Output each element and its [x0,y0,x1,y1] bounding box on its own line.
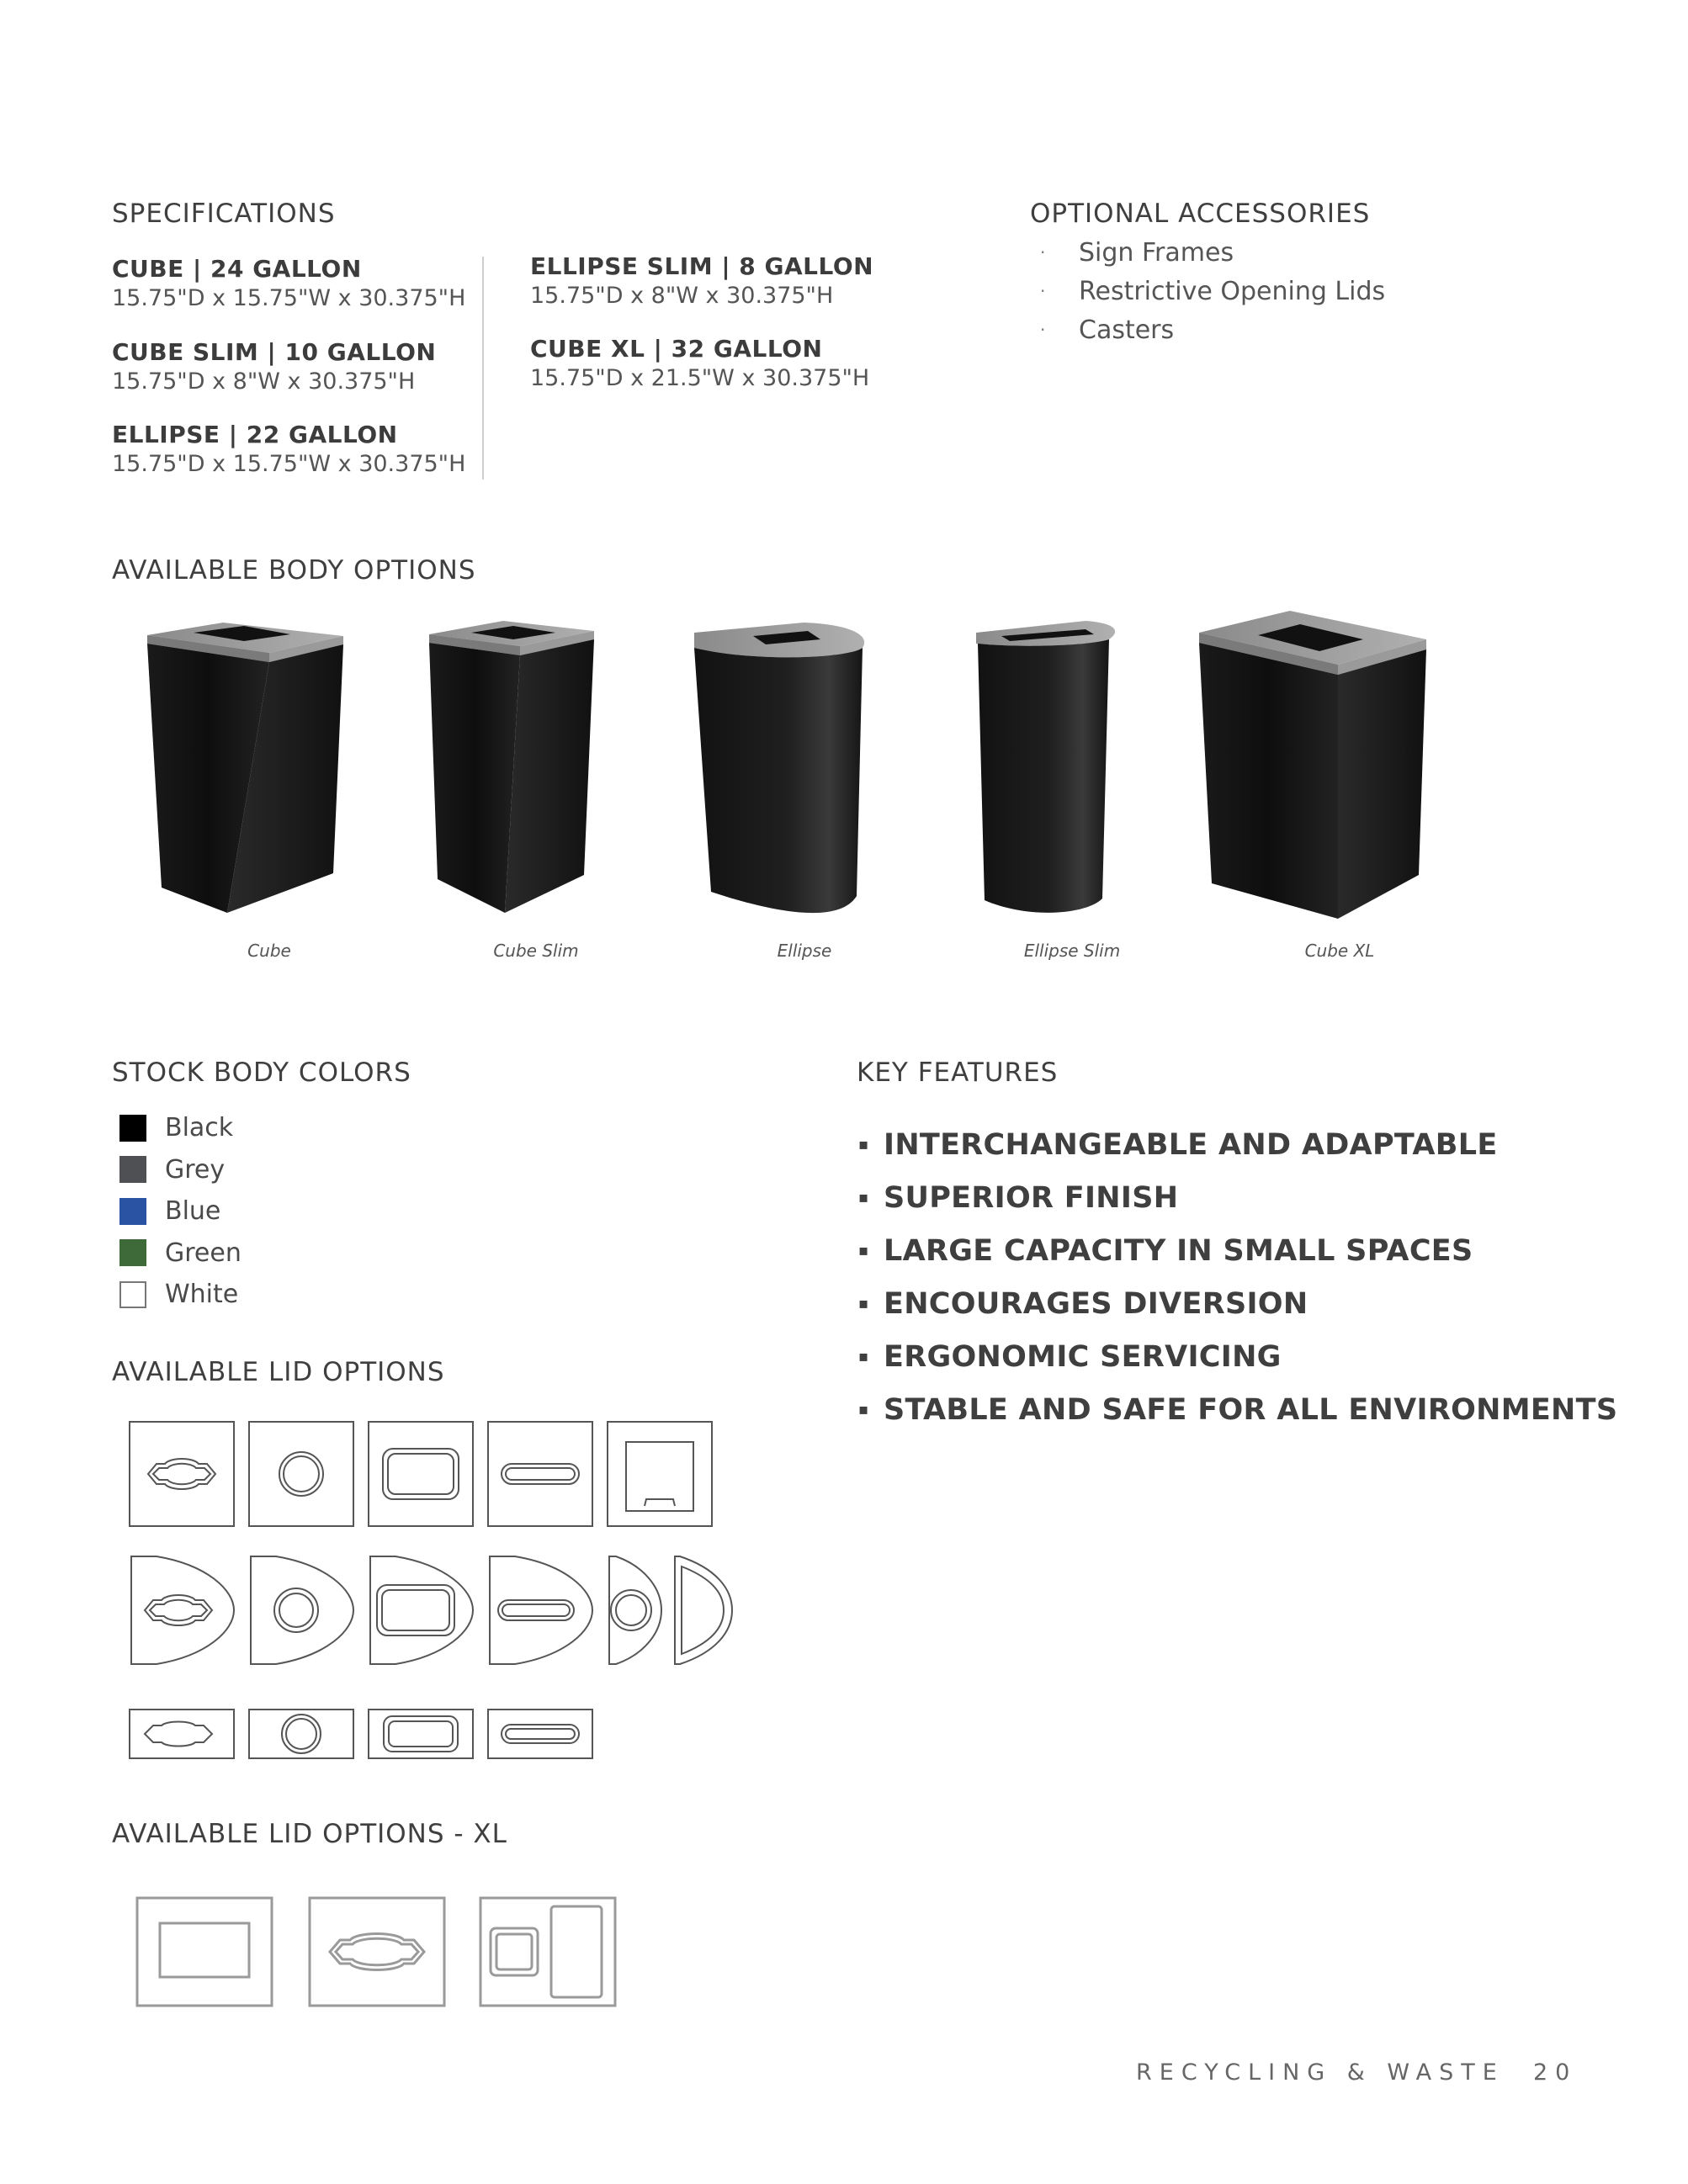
color-swatch [119,1239,146,1266]
spec-dims: 15.75"D x 21.5"W x 30.375"H [530,365,870,391]
spec-item-cube-xl [530,335,869,391]
accessory-item: · Casters [1030,310,1385,349]
color-label: White [165,1280,239,1310]
color-label: Blue [165,1196,221,1227]
body-options-title: AVAILABLE BODY OPTIONS [112,555,476,586]
color-item-blue [119,1190,242,1232]
lid-xl-rectangle-opening-icon [137,1898,272,2006]
lid-options-xl-diagram [126,1884,631,2028]
bullet-icon: ▪ [858,1295,869,1312]
spec-dims: 15.75"D x 8"W x 30.375"H [112,368,416,395]
color-label: Green [165,1238,242,1268]
color-label: Grey [165,1154,226,1185]
lid-ellipse-slot-opening-icon [490,1556,592,1664]
bullet-icon: ▪ [858,1242,869,1259]
spec-dims: 15.75"D x 15.75"W x 30.375"H [112,285,466,311]
lid-xl-wide-opening-icon [310,1898,444,2006]
cube-xl-bin-image [1199,611,1426,919]
color-swatch [119,1198,146,1225]
ellipse-bin-image [694,623,864,913]
bullet-icon: · [1040,281,1046,301]
accessories-title: OPTIONAL ACCESSORIES [1030,199,1371,229]
footer-section-label: RECYCLING & WASTE [1136,2059,1505,2086]
spec-name: ELLIPSE | 22 GALLON [112,421,398,448]
lid-square-round-opening-icon [249,1422,353,1526]
spec-dims: 15.75"D x 15.75"W x 30.375"H [112,451,466,477]
bullet-icon: · [1040,242,1046,262]
body-caption-cube: Cube [247,941,291,961]
lid-slim-slot-opening-icon [488,1710,592,1758]
lid-square-rectangle-opening-icon [369,1422,473,1526]
color-swatch [119,1281,146,1308]
lid-ellipse-wide-opening-icon [131,1556,234,1664]
spec-name: CUBE SLIM | 10 GALLON [112,338,437,366]
lid-square-wide-opening-icon [130,1422,234,1526]
color-item-green [119,1232,242,1275]
color-item-black [119,1107,242,1149]
lid-ellipse-slim-flap-icon [675,1556,732,1664]
lid-slim-wide-opening-icon [130,1710,234,1758]
spec-divider [482,257,484,480]
lid-square-slot-opening-icon [488,1422,592,1526]
ellipse-slim-bin-image [976,621,1115,913]
body-caption-cube-xl: Cube XL [1304,941,1375,961]
lid-options-title: AVAILABLE LID OPTIONS [112,1357,445,1387]
feature-item: ▪ INTERCHANGEABLE AND ADAPTABLE [858,1127,1498,1162]
feature-item: ▪ LARGE CAPACITY IN SMALL SPACES [858,1233,1473,1268]
body-caption-ellipse-slim: Ellipse Slim [1023,941,1121,961]
body-options-images [0,606,1688,942]
color-list [119,1107,242,1316]
colors-title: STOCK BODY COLORS [112,1058,411,1088]
specifications-title: SPECIFICATIONS [112,199,336,229]
lid-options-diagram [118,1413,740,1775]
spec-name: CUBE XL | 32 GALLON [530,335,823,363]
spec-name: ELLIPSE SLIM | 8 GALLON [530,252,874,280]
body-caption-ellipse: Ellipse [777,941,832,961]
lid-ellipse-slim-round-opening-icon [609,1556,661,1664]
feature-item: ▪ STABLE AND SAFE FOR ALL ENVIRONMENTS [858,1392,1618,1427]
color-label: Black [165,1113,234,1143]
spec-item-cube-slim [112,338,436,395]
bullet-icon: · [1040,320,1046,340]
lid-xl-dual-opening-icon [480,1898,615,2006]
bullet-icon: ▪ [858,1348,869,1365]
color-item-grey [119,1149,242,1191]
lid-slim-rectangle-opening-icon [369,1710,473,1758]
spec-name: CUBE | 24 GALLON [112,255,362,283]
lid-slim-round-opening-icon [249,1710,353,1758]
spec-dims: 15.75"D x 8"W x 30.375"H [530,283,834,309]
page-number: 20 [1533,2059,1578,2086]
accessory-item: · Sign Frames [1030,233,1385,272]
spec-item-ellipse-slim [530,252,873,309]
accessories-list [1030,233,1385,349]
lid-square-flap-icon [608,1422,712,1526]
bullet-icon: ▪ [858,1401,869,1418]
features-title: KEY FEATURES [857,1058,1059,1088]
color-swatch [119,1115,146,1142]
cube-bin-image [147,623,343,913]
spec-item-ellipse [112,421,465,477]
cube-slim-bin-image [429,621,594,913]
lid-options-xl-title: AVAILABLE LID OPTIONS - XL [112,1819,507,1849]
feature-item: ▪ ERGONOMIC SERVICING [858,1339,1282,1374]
feature-item: ▪ SUPERIOR FINISH [858,1180,1179,1215]
feature-item: ▪ ENCOURAGES DIVERSION [858,1286,1308,1321]
bullet-icon: ▪ [858,1189,869,1206]
body-caption-cube-slim: Cube Slim [493,941,579,961]
lid-ellipse-rectangle-opening-icon [370,1556,473,1664]
features-list [858,1118,1617,1436]
lid-ellipse-round-opening-icon [251,1556,353,1664]
color-item-white [119,1274,242,1316]
spec-item-cube [112,255,465,311]
accessory-item: · Restrictive Opening Lids [1030,272,1385,310]
color-swatch [119,1156,146,1183]
bullet-icon: ▪ [858,1136,869,1153]
